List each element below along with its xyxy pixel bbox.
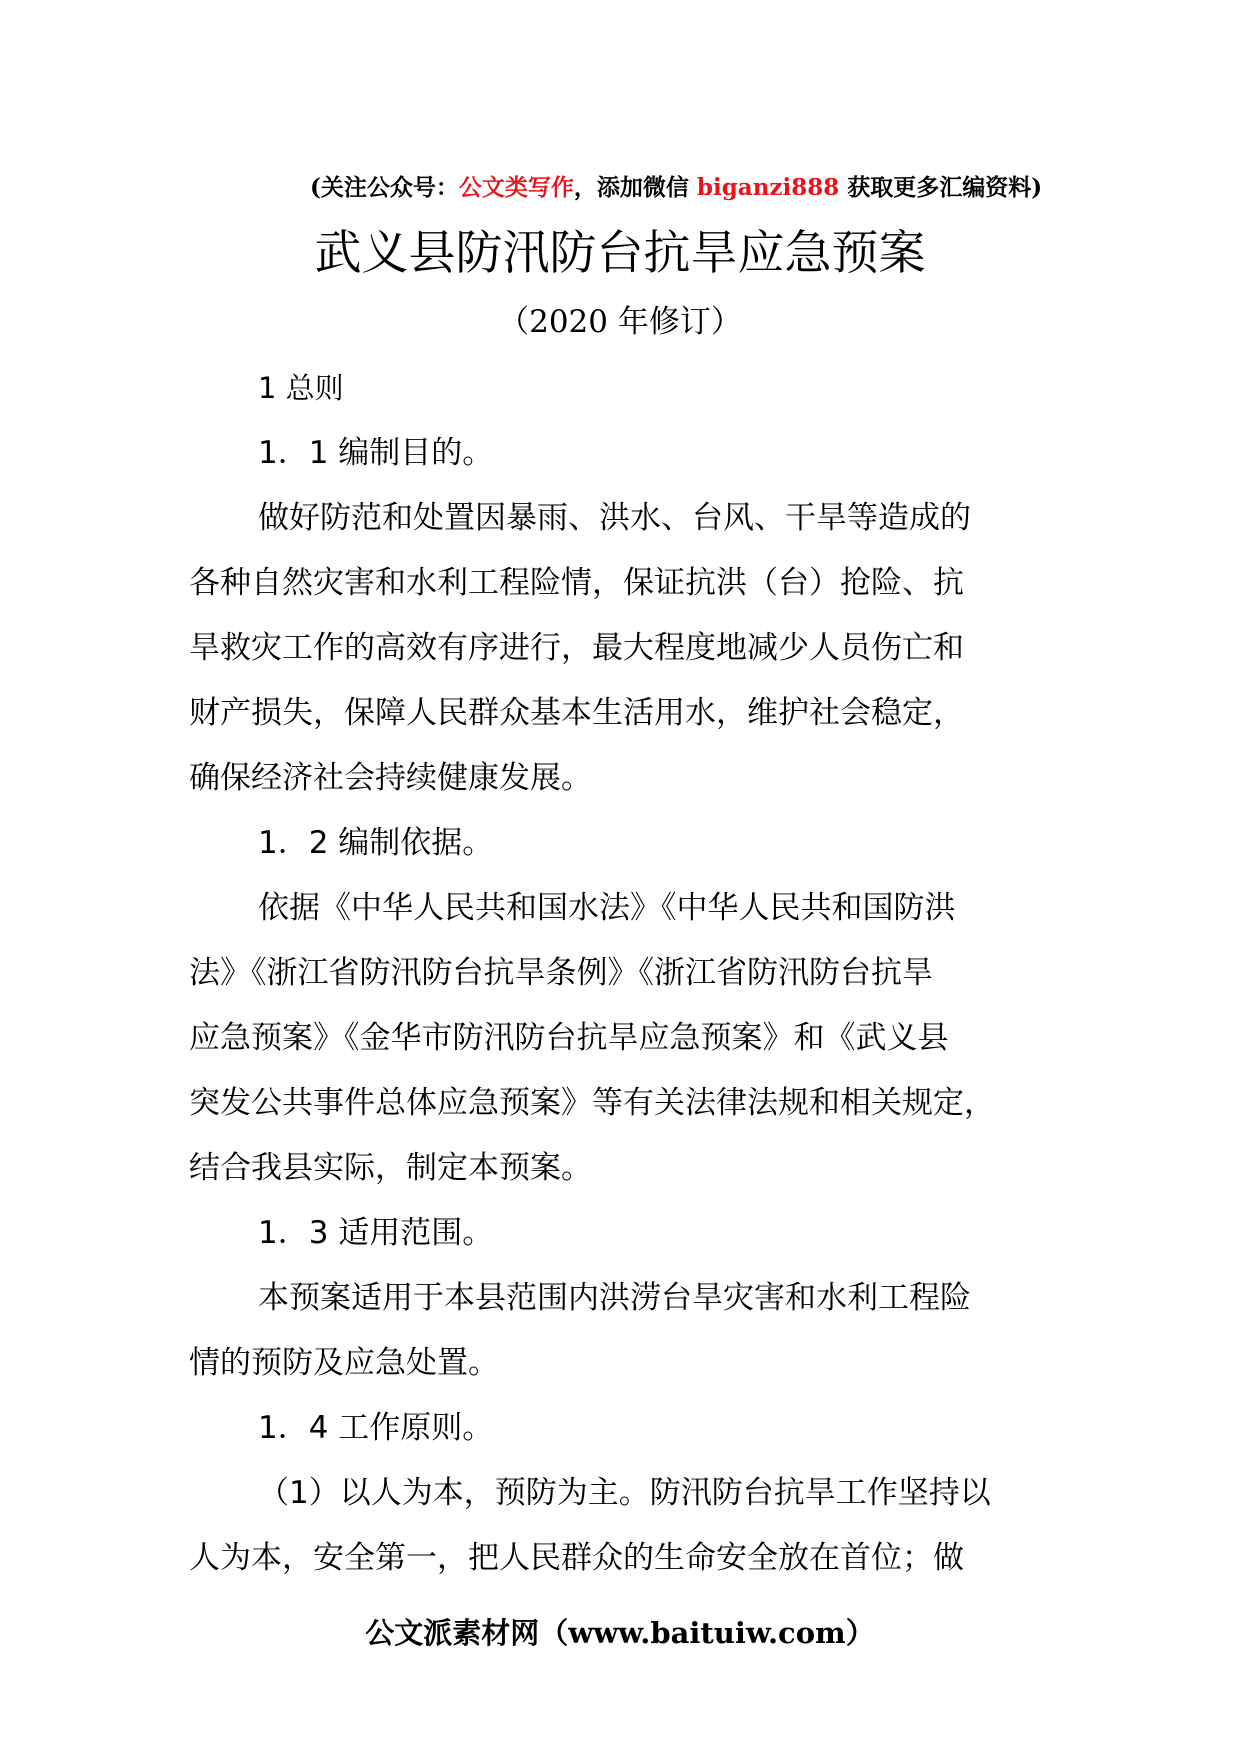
paragraph-line: 做好防范和处置因暴雨、洪水、台风、干旱等造成的 bbox=[258, 500, 971, 536]
notice-mid: ，添加微信 bbox=[573, 174, 697, 201]
notice-account: 公文类写作 bbox=[458, 174, 574, 201]
notice-tail: 获取更多汇编资料) bbox=[839, 174, 1043, 201]
paragraph-line: 突发公共事件总体应急预案》等有关法律法规和相关规定， bbox=[189, 1085, 995, 1121]
heading-1-4: 1．4 工作原则。 bbox=[258, 1410, 494, 1446]
subtitle-year: 2020 bbox=[529, 304, 609, 340]
heading-1-2: 1．2 编制依据。 bbox=[258, 825, 494, 861]
paragraph-line: （1）以人为本，预防为主。防汛防台抗旱工作坚持以 bbox=[258, 1475, 991, 1511]
heading-general: 1 总则 bbox=[258, 371, 344, 405]
document-title: 武义县防汛防台抗旱应急预案 bbox=[314, 226, 926, 281]
paragraph-line: 财产损失，保障人民群众基本生活用水，维护社会稳定， bbox=[189, 695, 964, 731]
paragraph-line: 结合我县实际，制定本预案。 bbox=[189, 1150, 592, 1186]
wechat-notice bbox=[310, 172, 1042, 204]
paragraph-line: 情的预防及应急处置。 bbox=[189, 1345, 499, 1381]
subtitle-text: 年修订） bbox=[608, 304, 742, 340]
paragraph-line: 确保经济社会持续健康发展。 bbox=[189, 760, 592, 796]
heading-1-1: 1．1 编制目的。 bbox=[258, 435, 494, 471]
paragraph-line: 依据《中华人民共和国水法》《中华人民共和国防洪 bbox=[258, 890, 956, 926]
paragraph-line: 本预案适用于本县范围内洪涝台旱灾害和水利工程险 bbox=[258, 1280, 971, 1316]
paragraph-line: 应急预案》《金华市防汛防台抗旱应急预案》和《武义县 bbox=[189, 1020, 949, 1056]
subtitle-open: （ bbox=[498, 304, 530, 340]
notice-wechat-id: biganzi888 bbox=[696, 174, 840, 201]
notice-open: (关注公众号： bbox=[310, 174, 459, 201]
heading-1-3: 1．3 适用范围。 bbox=[258, 1215, 494, 1251]
paragraph-line: 旱救灾工作的高效有序进行，最大程度地减少人员伤亡和 bbox=[189, 630, 964, 666]
paragraph-line: 法》《浙江省防汛防台抗旱条例》《浙江省防汛防台抗旱 bbox=[189, 955, 933, 991]
paragraph-line: 各种自然灾害和水利工程险情，保证抗洪（台）抢险、抗 bbox=[189, 565, 964, 601]
paragraph-line: 人为本，安全第一，把人民群众的生命安全放在首位；做 bbox=[189, 1540, 964, 1576]
site-footer: 公文派素材网（www.baituiw.com） bbox=[365, 1616, 875, 1650]
document-subtitle bbox=[0, 300, 1240, 344]
